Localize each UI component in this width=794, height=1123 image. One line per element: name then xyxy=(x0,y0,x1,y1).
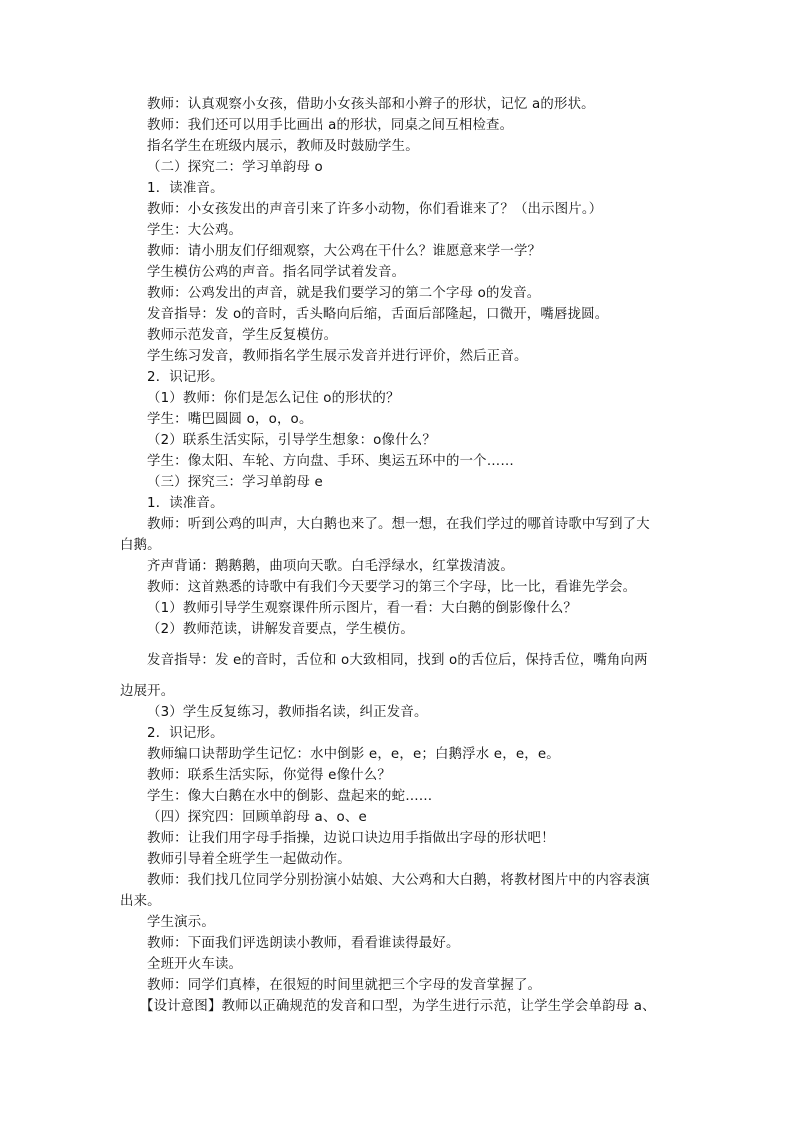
text-line: 教师：我们找几位同学分别扮演小姑娘、大公鸡和大白鹅，将教材图片中的内容表演 xyxy=(147,873,650,888)
text-line: （2）教师范读，讲解发音要点，学生模仿。 xyxy=(147,622,414,637)
text-line: 教师编口诀帮助学生记忆：水中倒影 e，e，e；白鹅浮水 e，e，e。 xyxy=(147,747,560,762)
text-line: 学生：像大白鹅在水中的倒影、盘起来的蛇…… xyxy=(147,789,433,804)
text-line: 1．读准音。 xyxy=(147,181,224,196)
text-line: （1）教师：你们是怎么记住 o的形状的？ xyxy=(147,391,400,406)
text-line: 教师：让我们用字母手指操，边说口诀边用手指做出字母的形状吧！ xyxy=(147,831,555,846)
text-line: 教师：同学们真棒，在很短的时间里就把三个字母的发音掌握了。 xyxy=(147,978,542,993)
text-line: 学生练习发音，教师指名学生展示发音并进行评价，然后正音。 xyxy=(147,349,528,364)
text-line: 学生：嘴巴圆圆 o，o，o。 xyxy=(147,412,313,427)
text-line: 出来。 xyxy=(120,894,161,909)
text-line: 教师：这首熟悉的诗歌中有我们今天要学习的第三个字母，比一比，看谁先学会。 xyxy=(147,580,637,595)
text-line: （3）学生反复练习，教师指名读，纠正发音。 xyxy=(147,705,428,720)
text-line: （2）联系生活实际，引导学生想象：o像什么？ xyxy=(147,433,436,448)
text-line: 教师：公鸡发出的声音，就是我们要学习的第二个字母 o的发音。 xyxy=(147,286,541,301)
text-line: 【设计意图】教师以正确规范的发音和口型，为学生进行示范，让学生学会单韵母 a、 xyxy=(140,999,656,1014)
text-line: 教师：请小朋友们仔细观察，大公鸡在干什么？谁愿意来学一学？ xyxy=(147,244,542,259)
section-heading: （二）探究二：学习单韵母 o xyxy=(147,160,323,175)
text-line: 2．识记形。 xyxy=(147,370,224,385)
text-line: 教师：听到公鸡的叫声，大白鹅也来了。想一想，在我们学过的哪首诗歌中写到了大 xyxy=(147,517,650,532)
text-line: 教师示范发音，学生反复模仿。 xyxy=(147,328,338,343)
text-line: 指名学生在班级内展示，教师及时鼓励学生。 xyxy=(147,139,419,154)
text-line: 教师引导着全班学生一起做动作。 xyxy=(147,852,351,867)
text-line: 发音指导：发 e的音时，舌位和 o大致相同，找到 o的舌位后，保持舌位，嘴角向两 xyxy=(147,653,648,668)
text-line: 教师：认真观察小女孩，借助小女孩头部和小辫子的形状，记忆 a的形状。 xyxy=(147,97,595,112)
text-line: 2．识记形。 xyxy=(147,726,224,741)
text-line: 学生：像太阳、车轮、方向盘、手环、奥运五环中的一个…… xyxy=(147,454,514,469)
text-line: 学生模仿公鸡的声音。指名同学试着发音。 xyxy=(147,265,406,280)
text-line: 学生演示。 xyxy=(147,915,215,930)
text-line: 学生：大公鸡。 xyxy=(147,223,243,238)
section-heading: （四）探究四：回顾单韵母 a、o、e xyxy=(147,810,367,825)
text-line: 教师：小女孩发出的声音引来了许多小动物，你们看谁来了？（出示图片。） xyxy=(147,202,603,217)
section-heading: （三）探究三：学习单韵母 e xyxy=(147,475,323,490)
text-line: 齐声背诵：鹅鹅鹅，曲项向天歌。白毛浮绿水，红掌拨清波。 xyxy=(147,559,514,574)
text-line: 教师：联系生活实际，你觉得 e像什么？ xyxy=(147,768,391,783)
text-line: 教师：下面我们评选朗读小教师，看看谁读得最好。 xyxy=(147,936,460,951)
text-line: 全班开火车读。 xyxy=(147,957,243,972)
text-line: 边展开。 xyxy=(120,684,175,699)
text-line: 1．读准音。 xyxy=(147,496,224,511)
text-line: 发音指导：发 o的音时，舌头略向后缩，舌面后部隆起，口微开，嘴唇拢圆。 xyxy=(147,307,609,322)
text-line: 白鹅。 xyxy=(120,538,161,553)
text-line: （1）教师引导学生观察课件所示图片，看一看：大白鹅的倒影像什么？ xyxy=(147,601,578,616)
text-line: 教师：我们还可以用手比画出 a的形状，同桌之间互相检查。 xyxy=(147,118,514,133)
